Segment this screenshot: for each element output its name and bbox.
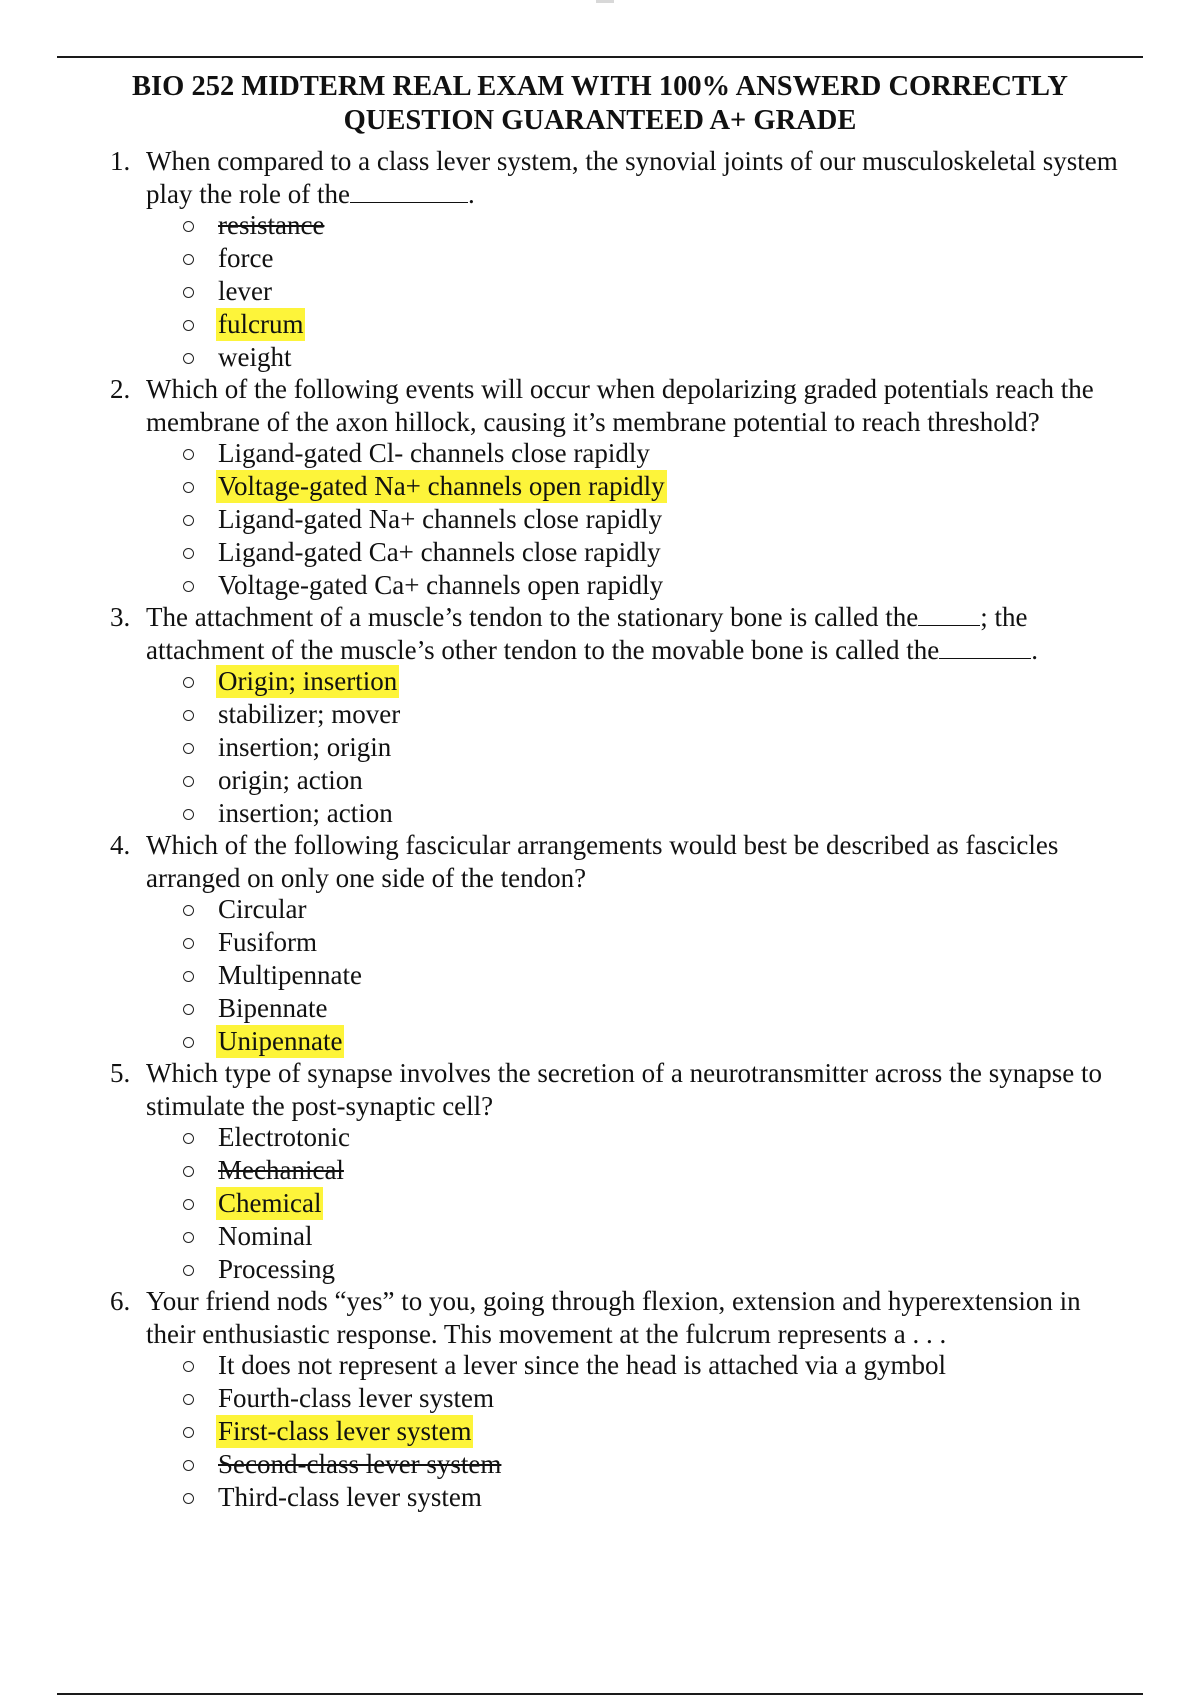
- option-text: Multipennate: [218, 960, 362, 990]
- question-number: 3.: [110, 602, 131, 632]
- option-q3-b[interactable]: [0, 698, 1200, 731]
- bullet-icon: [183, 1361, 194, 1372]
- option-q4-d[interactable]: [0, 992, 1200, 1025]
- bullet-icon: [183, 938, 194, 949]
- option-q5-c[interactable]: [0, 1187, 1200, 1220]
- option-q1-e[interactable]: [0, 341, 1200, 374]
- option-q6-d[interactable]: [0, 1448, 1200, 1481]
- bullet-icon: [183, 1460, 194, 1471]
- option-text: origin; action: [218, 765, 363, 795]
- footer-rule: [57, 1693, 1143, 1695]
- option-q2-a[interactable]: [0, 437, 1200, 470]
- option-text: insertion; origin: [218, 732, 392, 762]
- option-q2-d[interactable]: [0, 536, 1200, 569]
- bullet-icon: [183, 1427, 194, 1438]
- option-text: weight: [218, 342, 292, 372]
- bullet-icon: [183, 677, 194, 688]
- option-q4-e[interactable]: [0, 1025, 1200, 1058]
- question-number: 1.: [110, 146, 131, 176]
- option-text: resistance: [218, 210, 325, 240]
- bullet-icon: [183, 1265, 194, 1276]
- bullet-icon: [183, 1493, 194, 1504]
- option-text: Chemical: [218, 1188, 322, 1218]
- option-q1-d[interactable]: [0, 308, 1200, 341]
- question-line: [146, 178, 1166, 211]
- bullet-icon: [183, 287, 194, 298]
- bullet-icon: [183, 1004, 194, 1015]
- option-q6-b[interactable]: [0, 1382, 1200, 1415]
- question-number: 5.: [110, 1058, 131, 1088]
- option-q2-c[interactable]: [0, 503, 1200, 536]
- bullet-icon: [183, 1037, 194, 1048]
- question-line-start: play the role of the: [146, 178, 350, 209]
- bullet-icon: [183, 809, 194, 820]
- option-text: Electrotonic: [218, 1122, 350, 1152]
- bullet-icon: [183, 515, 194, 526]
- option-text: Fourth-class lever system: [218, 1383, 494, 1413]
- option-text: Ligand-gated Ca+ channels close rapidly: [218, 537, 661, 567]
- option-text: Unipennate: [218, 1026, 343, 1056]
- option-q4-b[interactable]: [0, 926, 1200, 959]
- question-text: [146, 1057, 1166, 1122]
- option-q6-e[interactable]: [0, 1481, 1200, 1514]
- option-q5-e[interactable]: [0, 1253, 1200, 1286]
- bullet-icon: [183, 743, 194, 754]
- option-text: Circular: [218, 894, 307, 924]
- bullet-icon: [183, 221, 194, 232]
- option-q2-e[interactable]: [0, 569, 1200, 602]
- option-text: fulcrum: [218, 309, 304, 339]
- answer-blank: [350, 180, 468, 203]
- question-number: 4.: [110, 830, 131, 860]
- option-text: lever: [218, 276, 272, 306]
- option-text: stabilizer; mover: [218, 699, 401, 729]
- title-line-1: BIO 252 MIDTERM REAL EXAM WITH 100% ANSWERD CORRECTLY: [132, 71, 1068, 102]
- bullet-icon: [183, 254, 194, 265]
- question-number: 6.: [110, 1286, 131, 1316]
- option-text: Ligand-gated Cl- channels close rapidly: [218, 438, 650, 468]
- bullet-icon: [183, 1166, 194, 1177]
- option-text: Processing: [218, 1254, 335, 1284]
- option-text: Origin; insertion: [218, 666, 398, 696]
- option-q3-e[interactable]: [0, 797, 1200, 830]
- answer-blank: [939, 636, 1031, 659]
- question-text: [146, 601, 1166, 666]
- question-line: Which of the following events will occur when depolarizing graded potentials reach the: [146, 374, 1094, 404]
- option-text: Bipennate: [218, 993, 328, 1023]
- question-line-start: attachment of the muscle’s other tendon to the movable bone is called the: [146, 634, 940, 665]
- question-text: [146, 829, 1166, 894]
- question-line: [146, 634, 1166, 667]
- question-text: [146, 373, 1166, 438]
- option-text: force: [218, 243, 274, 273]
- option-q4-c[interactable]: [0, 959, 1200, 992]
- option-q3-c[interactable]: [0, 731, 1200, 764]
- bullet-icon: [183, 971, 194, 982]
- question-line: [146, 601, 1166, 634]
- bullet-icon: [183, 581, 194, 592]
- option-text: Fusiform: [218, 927, 318, 957]
- option-text: Mechanical: [218, 1155, 344, 1185]
- question-text: [146, 1285, 1166, 1350]
- question-line-end: .: [467, 178, 475, 209]
- question-text: [146, 145, 1166, 210]
- question-line: their enthusiastic response. This movement at the fulcrum represents a . . .: [146, 1318, 947, 1349]
- question-line-end: .: [1031, 634, 1039, 665]
- question-line-start: The attachment of a muscle’s tendon to the stationary bone is called the: [146, 602, 919, 632]
- option-text: It does not represent a lever since the head is attached via a gymbol: [218, 1350, 946, 1380]
- option-text: Nominal: [218, 1221, 313, 1251]
- option-q2-b[interactable]: [0, 470, 1200, 503]
- bullet-icon: [183, 905, 194, 916]
- bullet-icon: [183, 482, 194, 493]
- option-text: Ligand-gated Na+ channels close rapidly: [218, 504, 663, 534]
- option-q5-a[interactable]: [0, 1121, 1200, 1154]
- option-text: insertion; action: [218, 798, 393, 828]
- option-text: Voltage-gated Na+ channels open rapidly: [218, 471, 665, 501]
- title-line-2: QUESTION GUARANTEED A+ GRADE: [343, 105, 857, 136]
- option-q6-c[interactable]: [0, 1415, 1200, 1448]
- bullet-icon: [183, 776, 194, 787]
- bullet-icon: [183, 353, 194, 364]
- bullet-icon: [183, 1199, 194, 1210]
- option-q4-a[interactable]: [0, 893, 1200, 926]
- option-q1-c[interactable]: [0, 275, 1200, 308]
- bullet-icon: [183, 449, 194, 460]
- option-q3-a[interactable]: [0, 665, 1200, 698]
- option-q1-a[interactable]: [0, 209, 1200, 242]
- bullet-icon: [183, 1394, 194, 1405]
- option-text: Second-class lever system: [218, 1449, 502, 1479]
- option-q5-b[interactable]: [0, 1154, 1200, 1187]
- option-text: Voltage-gated Ca+ channels open rapidly: [218, 570, 664, 600]
- bullet-icon: [183, 548, 194, 559]
- bullet-icon: [183, 1232, 194, 1243]
- option-text: Third-class lever system: [218, 1482, 482, 1512]
- option-q3-d[interactable]: [0, 764, 1200, 797]
- question-line: Which of the following fascicular arrangements would best be described as fascicles: [146, 830, 1059, 860]
- answer-blank: [918, 603, 980, 626]
- option-q1-b[interactable]: [0, 242, 1200, 275]
- bullet-icon: [183, 1133, 194, 1144]
- option-q5-d[interactable]: [0, 1220, 1200, 1253]
- question-line-end: ; the: [980, 602, 1028, 632]
- bullet-icon: [183, 710, 194, 721]
- question-line: Which type of synapse involves the secretion of a neurotransmitter across the synapse to: [146, 1058, 1102, 1088]
- question-line: Your friend nods “yes” to you, going through flexion, extension and hyperextension in: [146, 1286, 1081, 1316]
- option-q6-a[interactable]: [0, 1349, 1200, 1382]
- bullet-icon: [183, 320, 194, 331]
- question-line: arranged on only one side of the tendon?: [146, 862, 587, 893]
- question-line: stimulate the post-synaptic cell?: [146, 1090, 494, 1121]
- question-line: When compared to a class lever system, the synovial joints of our musculoskeletal system: [146, 146, 1118, 176]
- question-number: 2.: [110, 374, 131, 404]
- question-line: membrane of the axon hillock, causing it’s membrane potential to reach threshold?: [146, 406, 1040, 437]
- option-text: First-class lever system: [218, 1416, 472, 1446]
